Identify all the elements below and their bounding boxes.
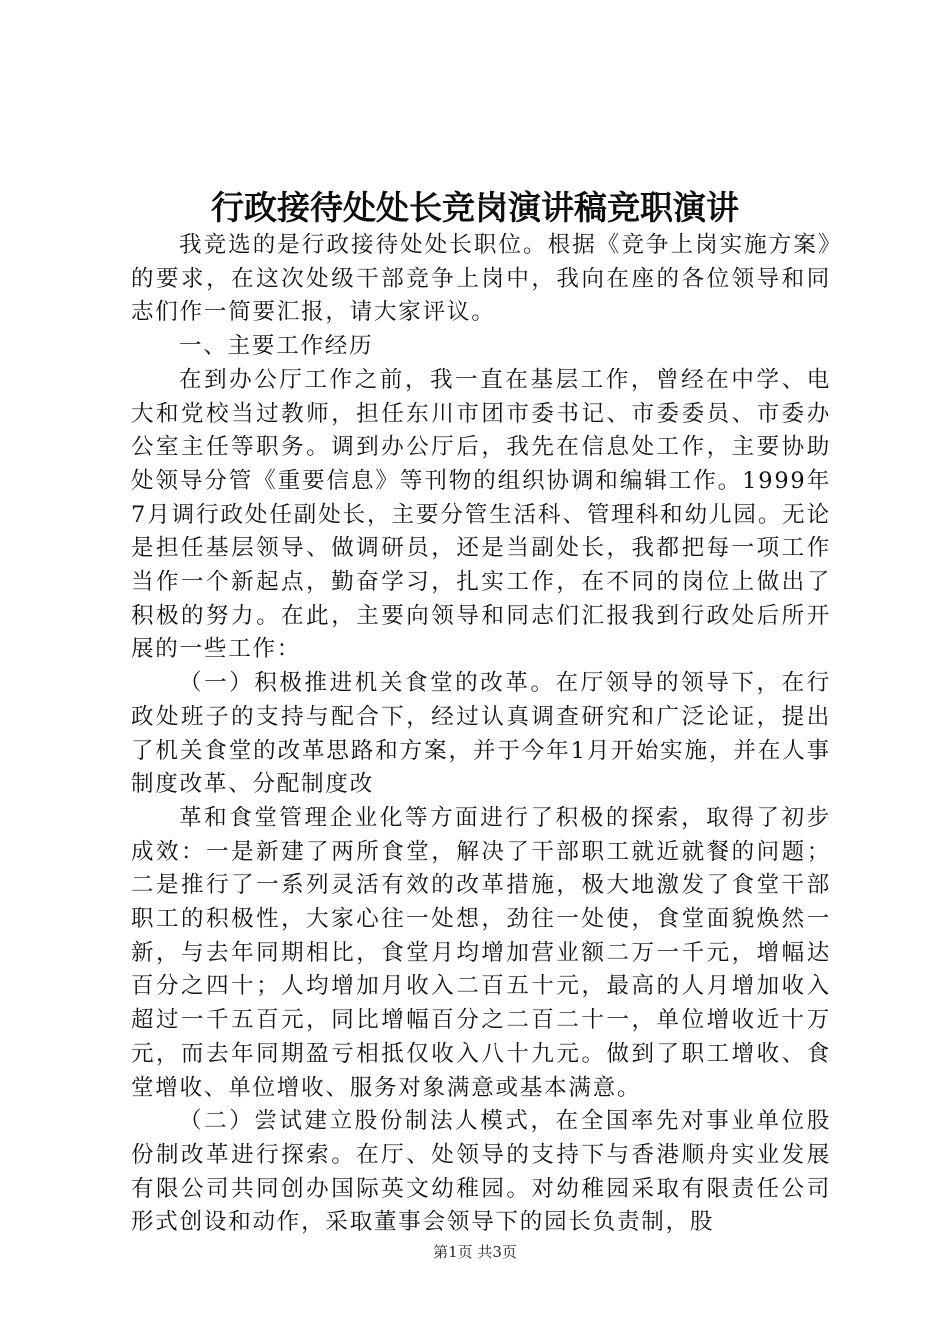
paragraph-work-experience: 在到办公厅工作之前，我一直在基层工作，曾经在中学、电大和党校当过教师，担任东川市团市委书记、市委委员、市委办公室主任等职务。调到办公厅后，我先在信息处工作，主要协助处领导分管《重要信息》等刊物的组织协调和编辑工作。1999年7月调行政处任副处长，主要分管生活科、管理科和幼儿园。无论是担任基层领导、做调研员，还是当副处长，我都把每一项工作当作一个新起点，勤奋学习，扎实工作，在不同的岗位上做出了积极的努力。在此，主要向领导和同志们汇报我到行政处后所开展的一些工作： [131, 366, 831, 663]
document-body [131, 229, 831, 1240]
section-heading-work-experience: 一、主要工作经历 [179, 333, 374, 360]
paragraph-intro: 我竞选的是行政接待处处长职位。根据《竞争上岗实施方案》的要求，在这次处级干部竞争上岗中，我向在座的各位领导和同志们作一简要汇报，请大家评议。 [131, 232, 831, 326]
paragraph-canteen-results: 革和食堂管理企业化等方面进行了积极的探索，取得了初步成效：一是新建了两所食堂，解决了干部职工就近就餐的问题；二是推行了一系列灵活有效的改革措施，极大地激发了食堂干部职工的积极性，大家心往一处想，劲往一处使，食堂面貌焕然一新，与去年同期相比，食堂月均增加营业额二万一千元，增幅达百分之四十；人均增加月收入二百五十元，最高的人月增加收入超过一千五百元，同比增幅百分之二百二十一，单位增收近十万元，而去年同期盈亏相抵仅收入八十九元。做到了职工增收、食堂增收、单位增收、服务对象满意或基本满意。 [131, 804, 831, 1101]
paragraph-canteen-reform: （一）积极推进机关食堂的改革。在厅领导的领导下，在行政处班子的支持与配合下，经过认真调查研究和广泛论证，提出了机关食堂的改革思路和方案，并于今年1月开始实施，并在人事制度改革、分配制度改 [131, 670, 831, 798]
paragraph-shareholding-model: （二）尝试建立股份制法人模式，在全国率先对事业单位股份制改革进行探索。在厅、处领导的支持下与香港顺舟实业发展有限公司共同创办国际英文幼稚园。对幼稚园采取有限责任公司形式创设和动作，采取董事会领导下的园长负责制，股 [131, 1108, 831, 1236]
document-title: 行政接待处处长竞岗演讲稿竞职演讲 [211, 188, 739, 227]
page-number: 第1页 共3页 [433, 1243, 517, 1261]
